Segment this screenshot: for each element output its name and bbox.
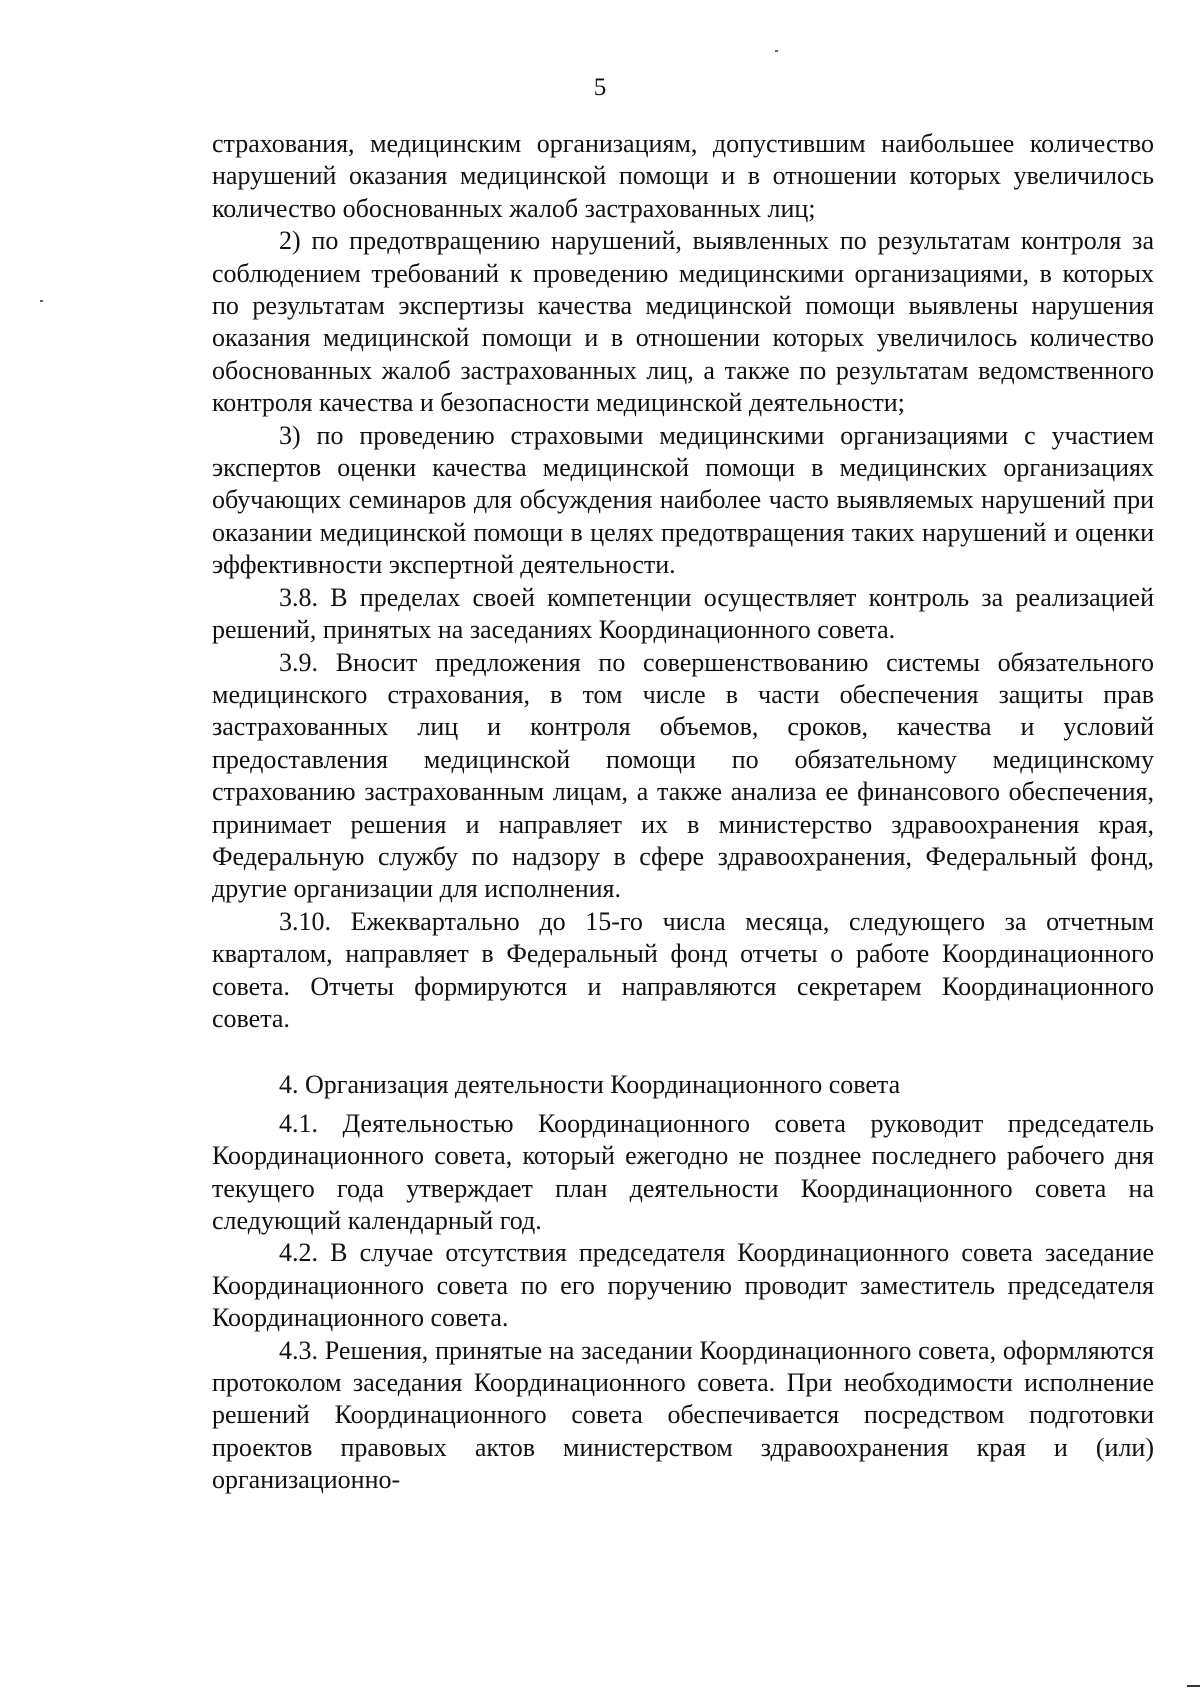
paragraph-3-9: 3.9. Вносит предложения по совершенствованию системы обязательного медицинского страхования, в том числе в части обеспечения защиты прав застрахованных лиц и контроля объемов, сроков, качества и условий предоставления медицинской помощи по обязательному медицинскому страхованию застрахованным лицам, а также анализа ее финансового обеспечения, принимает решения и направляет их в министерство здравоохранения края, Федеральную службу по надзору в сфере здравоохранения, Федеральный фонд, другие организации для исполнения. [212,647,1154,904]
scan-speck [40,300,43,302]
paragraph-item-3: 3) по проведению страховыми медицинскими организациями с участием экспертов оценки качества медицинской помощи в медицинских организациях обучающих семинаров для обсуждения наиболее часто выявляемых нарушений при оказании медицинской помощи в целях предотвращения таких нарушений и оценки эффективности экспертной деятельности. [212,420,1154,580]
paragraph-3-10: 3.10. Ежеквартально до 15-го числа месяца, следующего за отчетным кварталом, направляет в Федеральный фонд отчеты о работе Координационного совета. Отчеты формируются и направляются секретарем Координационного совета. [212,906,1154,1033]
paragraph-4-2: 4.2. В случае отсутствия председателя Координационного совета заседание Координационного совета по его поручению проводит заместитель председателя Координационного совета. [212,1238,1154,1333]
paragraph-4-1: 4.1. Деятельностью Координационного совета руководит председатель Координационного совета, который ежегодно не позднее последнего рабочего дня текущего года утверждает план деятельности Координационного совета на следующий календарный год. [212,1108,1154,1235]
section-heading: 4. Организация деятельности Координационного совета [279,1070,901,1100]
page-number: 5 [593,74,607,101]
paragraph-item-2: 2) по предотвращению нарушений, выявленных по результатам контроля за соблюдением требований к проведению медицинскими организациями, в которых по результатам экспертизы качества медицинской помощи выявлены нарушения оказания медицинской помощи и в отношении которых увеличилось количество обоснованных жалоб застрахованных лиц, а также по результатам ведомственного контроля качества и безопасности медицинской деятельности; [212,226,1154,418]
paragraph-3-8: 3.8. В пределах своей компетенции осуществляет контроль за реализацией решений, принятых на заседаниях Координационного совета. [212,582,1154,645]
document-body [212,128,1154,1497]
scan-edge-mark [1187,1685,1200,1687]
paragraph-4-3: 4.3. Решения, принятые на заседании Координационного совета, оформляются протоколом заседания Координационного совета. При необходимости исполнение решений Координационного совета обеспечивается посредством подготовки проектов правовых актов министерством здравоохранения края и (или) организационно- [212,1335,1154,1495]
scan-speck [775,50,778,52]
paragraph-continuation: страхования, медицинским организациям, допустившим наибольшее количество нарушений оказания медицинской помощи и в отношении которых увеличилось количество обоснованных жалоб застрахованных лиц; [212,129,1154,223]
